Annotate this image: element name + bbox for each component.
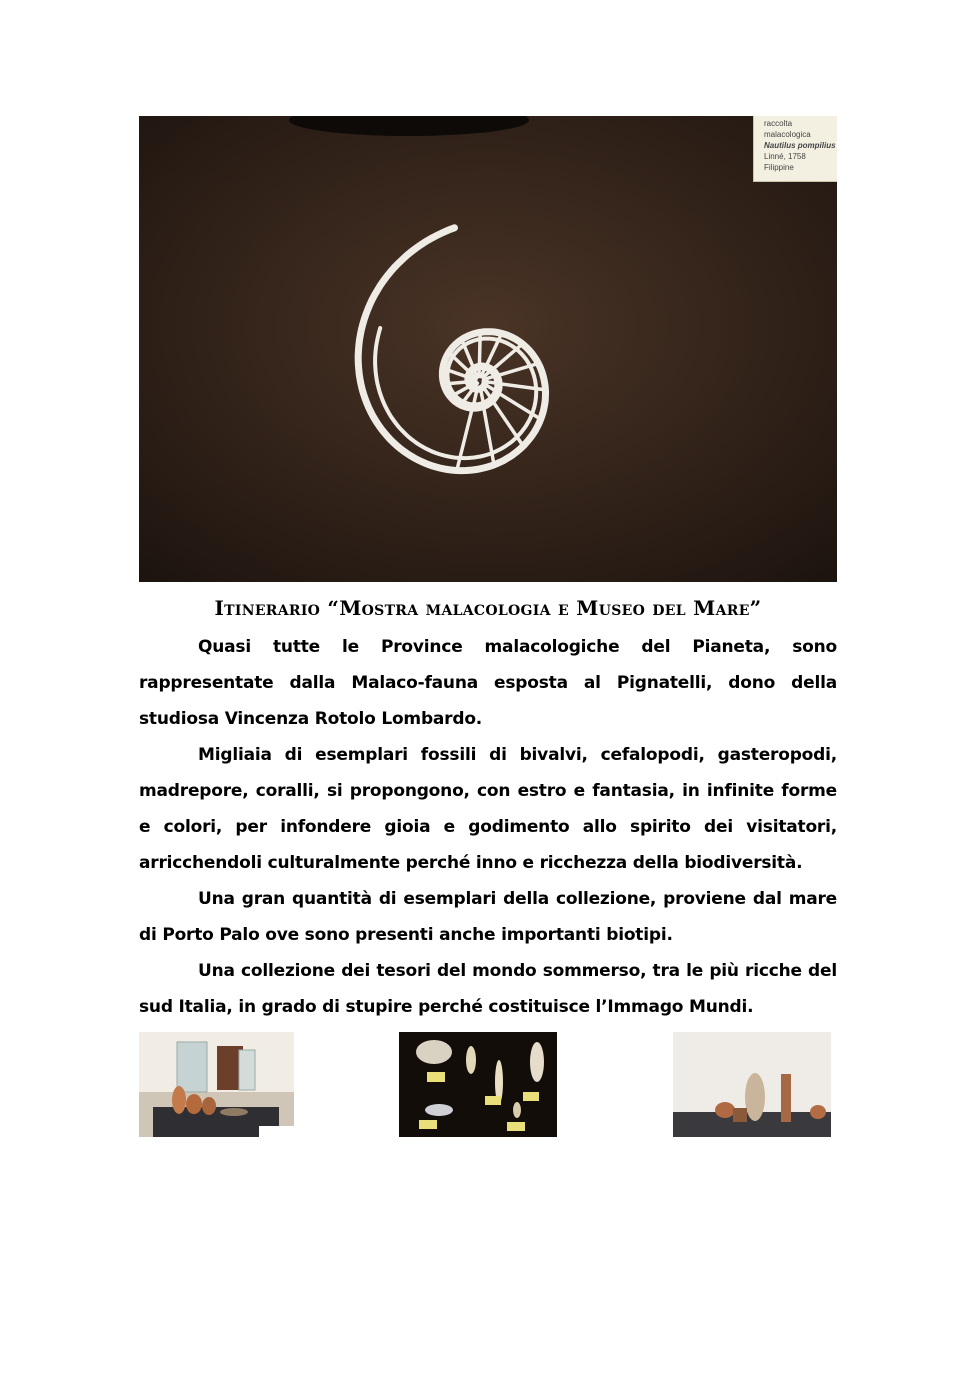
specimen-label-card: raccolta malacologica Nautilus pompilius Linné, 1758 Filippine xyxy=(753,116,837,182)
paragraph: Una collezione dei tesori del mondo sommerso, tra le più ricche del sud Italia, in grado di stupire perché costituisce l’Immago Mundi. xyxy=(139,961,837,1017)
amphorae-photo xyxy=(673,1032,831,1137)
body-text xyxy=(139,629,837,1025)
nautilus-shell-image xyxy=(139,116,837,582)
paragraph: Migliaia di esemplari fossili di bivalvi, cefalopodi, gasteropodi, madrepore, coralli, si propongono, con estro e fantasia, in infinite forme e colori, per infondere gioia e godimento allo spirito dei visitatori, arricchendoli culturalmente perché inno e ricchezza della biodiversità. xyxy=(139,745,837,873)
paragraph: Quasi tutte le Province malacologiche del Pianeta, sono rappresentate dalla Malaco-fauna esposta al Pignatelli, dono della studiosa Vincenza Rotolo Lombardo. xyxy=(139,637,837,729)
page-title: Itinerario “Mostra malacologia e Museo del Mare” xyxy=(214,596,762,620)
nautilus-photo xyxy=(139,116,837,582)
museum-room-photo xyxy=(139,1032,294,1137)
paragraph: Una gran quantità di esemplari della collezione, proviene dal mare di Porto Palo ove sono presenti anche importanti biotipi. xyxy=(139,889,837,945)
shells-display-photo xyxy=(399,1032,557,1137)
